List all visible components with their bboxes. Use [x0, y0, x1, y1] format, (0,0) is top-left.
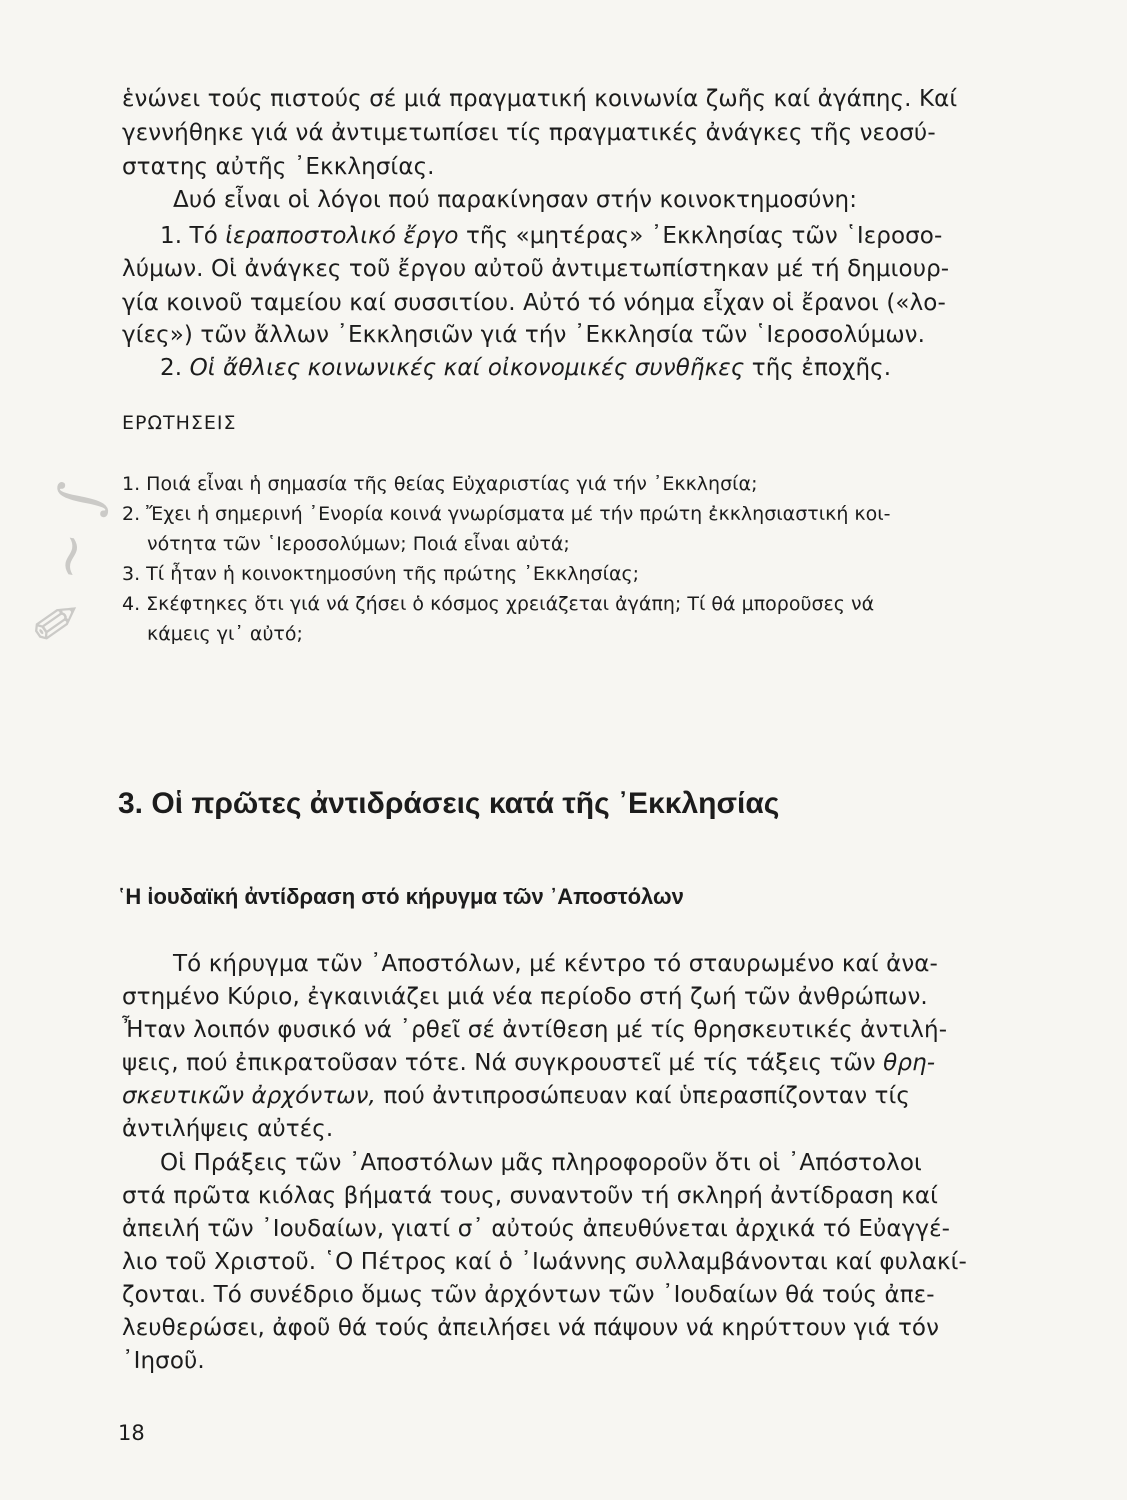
text-segment: πού ἀντιπροσώπευαν καί ὑπερασπίζονταν τίς: [375, 1083, 910, 1109]
text-line: ἑνώνει τούς πιστούς σέ μιά πραγματική κοινωνία ζωῆς καί ἀγάπης. Καί: [122, 86, 958, 112]
reason-1-number: 1. Τό: [160, 223, 226, 249]
page-number: 18: [118, 1421, 145, 1445]
text-line: γίες») τῶν ἄλλων ᾿Εκκλησιῶν γιά τήν ᾿Εκκλησία τῶν ῾Ιεροσολύμων.: [122, 322, 926, 348]
question-line: 2. Ἔχει ἡ σημερινή ᾿Ενορία κοινά γνωρίσματα μέ τήν πρώτη ἐκκλησιαστική κοι-: [122, 503, 891, 525]
text-line: ἀπειλή τῶν ᾿Ιουδαίων, γιατί σ᾿ αὐτούς ἀπευθύνεται ἀρχικά τό Εὐαγγέ-: [122, 1216, 951, 1242]
text-line: ἀντιλήψεις αὐτές.: [122, 1116, 334, 1142]
questions-label: ΕΡΩΤΗΣΕΙΣ: [122, 412, 237, 434]
question-line: 1. Ποιά εἶναι ἡ σημασία τῆς θείας Εὐχαριστίας γιά τήν ᾿Εκκλησία;: [122, 473, 758, 495]
reason-1-rest: τῆς «μητέρας» ᾿Εκκλησίας τῶν ῾Ιεροσο-: [458, 223, 943, 249]
reason-2-italic: Οἱ ἄθλιες κοινωνικές καί οἰκονομικές συνθῆκες: [189, 355, 745, 381]
subsection-title: ῾Η ἰουδαϊκή ἀντίδραση στό κήρυγμα τῶν ᾿Αποστόλων: [118, 884, 684, 909]
text-line: γία κοινοῦ ταμείου καί συσσιτίου. Αὐτό τό νόημα εἶχαν οἱ ἔρανοι («λο-: [122, 290, 946, 316]
text-line: στά πρῶτα κιόλας βήματά τους, συναντοῦν τή σκληρή ἀντίδραση καί: [122, 1183, 939, 1209]
question-line: 3. Τί ἦταν ἡ κοινοκτημοσύνη τῆς πρώτης ᾿Εκκλησίας;: [122, 563, 640, 585]
text-line: λευθερώσει, ἀφοῦ θά τούς ἀπειλήσει νά πάψουν νά κηρύττουν γιά τόν: [122, 1315, 940, 1341]
text-line: λύμων. Οἱ ἀνάγκες τοῦ ἔργου αὐτοῦ ἀντιμετωπίστηκαν μέ τή δημιουρ-: [122, 256, 950, 282]
text-line: Οἱ Πράξεις τῶν ᾿Αποστόλων μᾶς πληροφοροῦν ὅτι οἱ ᾿Απόστολοι: [160, 1150, 922, 1176]
section-title: 3. Οἱ πρῶτες ἀντιδράσεις κατά τῆς ᾿Εκκλησίας: [118, 787, 780, 820]
text-line: στημένο Κύριο, ἐγκαινιάζει μιά νέα περίοδο στή ζωή τῶν ἀνθρώπων.: [122, 984, 928, 1010]
text-line: [122, 1050, 935, 1076]
question-line: νότητα τῶν ῾Ιεροσολύμων; Ποιά εἶναι αὐτά;: [147, 533, 570, 555]
text-line: ζονται. Τό συνέδριο ὅμως τῶν ἀρχόντων τῶν ᾿Ιουδαίων θά τούς ἀπε-: [122, 1282, 935, 1308]
text-line: Ἦταν λοιπόν φυσικό νά ᾿ρθεῖ σέ ἀντίθεση μέ τίς θρησκευτικές ἀντιλή-: [122, 1017, 948, 1043]
text-line: Τό κήρυγμα τῶν ᾿Αποστόλων, μέ κέντρο τό σταυρωμένο καί ἀνα-: [173, 951, 938, 977]
text-line: στατης αὐτῆς ᾿Εκκλησίας.: [122, 154, 435, 180]
reason-2-line: [160, 355, 891, 381]
text-segment: ψεις, πού ἐπικρατοῦσαν τότε. Νά συγκρουστεῖ μέ τίς τάξεις τῶν: [122, 1050, 884, 1076]
text-line: Δυό εἶναι οἱ λόγοι πού παρακίνησαν στήν κοινοκτημοσύνη:: [173, 187, 858, 213]
italic-segment: σκευτικῶν ἀρχόντων,: [122, 1083, 376, 1109]
text-line: [122, 1083, 910, 1109]
text-line: ᾿Ιησοῦ.: [122, 1348, 205, 1374]
question-line: 4. Σκέφτηκες ὅτι γιά νά ζήσει ὁ κόσμος χρειάζεται ἀγάπη; Τί θά μποροῦσες νά: [122, 593, 875, 615]
question-line: κάμεις γι᾿ αὐτό;: [147, 623, 303, 645]
reason-2-rest: τῆς ἐποχῆς.: [744, 355, 892, 381]
reason-1-italic: ἱεραποστολικό ἔργο: [225, 223, 459, 249]
reason-2-number: 2.: [160, 355, 190, 381]
text-line: γεννήθηκε γιά νά ἀντιμετωπίσει τίς πραγματικές ἀνάγκες τῆς νεοσύ-: [122, 120, 936, 146]
text-line: λιο τοῦ Χριστοῦ. ῾Ο Πέτρος καί ὁ ᾿Ιωάννης συλλαμβάνονται καί φυλακί-: [122, 1249, 967, 1275]
reason-1-line: [160, 223, 942, 249]
pencil-margin-note: ✎ ~ ∫: [20, 478, 116, 652]
italic-segment: θρη-: [883, 1050, 936, 1076]
